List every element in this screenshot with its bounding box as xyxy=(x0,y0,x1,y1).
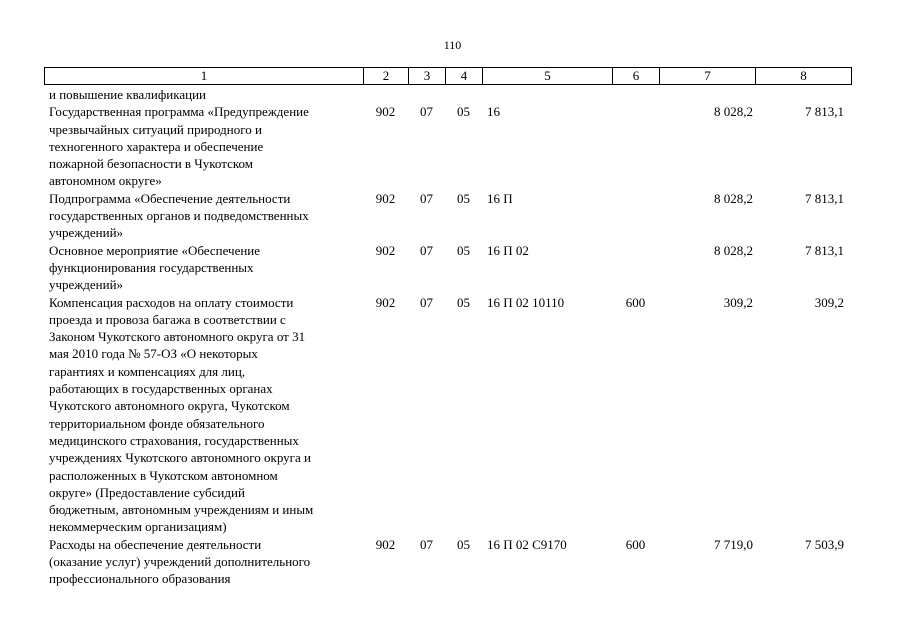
row-target: 16 П 02 С9170 xyxy=(487,536,567,552)
row-sum1: 8 028,2 xyxy=(714,104,753,120)
row-sum1: 7 719,0 xyxy=(714,536,753,552)
table-row xyxy=(44,86,850,103)
table-row xyxy=(44,103,850,189)
row-vr: 600 xyxy=(625,294,646,310)
table-row xyxy=(44,242,850,294)
row-subsection: 05 xyxy=(457,242,470,258)
row-sum2: 7 813,1 xyxy=(805,242,844,258)
row-sum2: 7 813,1 xyxy=(805,190,844,206)
table-header xyxy=(44,67,852,85)
row-sum1: 309,2 xyxy=(723,294,753,310)
header-col-5: 5 xyxy=(483,68,613,84)
header-col-6: 6 xyxy=(613,68,660,84)
row-vr: 600 xyxy=(625,536,646,552)
row-admin: 902 xyxy=(375,242,396,258)
row-section: 07 xyxy=(420,294,433,310)
row-name: Расходы на обеспечение деятельности (оказание услуг) учреждений дополнительного профессионального образования xyxy=(49,536,311,587)
row-target: 16 П 02 xyxy=(487,242,529,258)
row-sum2: 7 813,1 xyxy=(805,104,844,120)
row-section: 07 xyxy=(420,536,433,552)
row-admin: 902 xyxy=(375,536,396,552)
row-target: 16 П xyxy=(487,190,513,206)
row-admin: 902 xyxy=(375,190,396,206)
header-col-7: 7 xyxy=(660,68,756,84)
row-subsection: 05 xyxy=(457,536,470,552)
table-row xyxy=(44,294,850,536)
row-sum1: 8 028,2 xyxy=(714,190,753,206)
row-admin: 902 xyxy=(375,294,396,310)
header-col-2: 2 xyxy=(364,68,409,84)
page-number: 110 xyxy=(443,38,462,52)
header-col-8: 8 xyxy=(800,68,807,83)
row-name: Компенсация расходов на оплату стоимости проезда и провоза багажа в соответствии с Законом Чукотского автономного округа от 31 мая 2010 года № 57-ОЗ «О некоторых гарантиях и компенсациях для лиц, работающих в государственных органах Чукотского автономного округа, Чукотском территориальном фонде обязательного медицинского страхования, государственных учреждениях Чукотского автономного округа и расположенных в Чукотском автономном округе» (Предоставление субсидий бюджетным, автономным учреждениям и иным некоммерческим организациям) xyxy=(49,294,314,535)
row-name: Подпрограмма «Обеспечение деятельности государственных органов и подведомственных учреждений» xyxy=(49,190,309,241)
row-target: 16 П 02 10110 xyxy=(487,294,565,310)
row-sum2: 7 503,9 xyxy=(805,536,844,552)
row-section: 07 xyxy=(420,104,433,120)
row-subsection: 05 xyxy=(457,104,470,120)
row-section: 07 xyxy=(420,190,433,206)
header-col-1: 1 xyxy=(45,68,364,84)
header-col-3: 3 xyxy=(409,68,446,84)
row-subsection: 05 xyxy=(457,190,470,206)
row-name: и повышение квалификации xyxy=(49,87,207,102)
table-row xyxy=(44,536,850,588)
row-target: 16 xyxy=(487,104,500,120)
row-name: Основное мероприятие «Обеспечение функционирования государственных учреждений» xyxy=(49,242,261,293)
header-col-4: 4 xyxy=(446,68,483,84)
row-section: 07 xyxy=(420,242,433,258)
row-sum1: 8 028,2 xyxy=(714,242,753,258)
row-subsection: 05 xyxy=(457,294,470,310)
row-name: Государственная программа «Предупреждение чрезвычайных ситуаций природного и техногенного характера и обеспечение пожарной безопасности в Чукотском автономном округе» xyxy=(49,104,309,189)
table-body xyxy=(44,86,850,588)
table-row xyxy=(44,190,850,242)
row-sum2: 309,2 xyxy=(814,294,844,310)
row-admin: 902 xyxy=(375,104,396,120)
